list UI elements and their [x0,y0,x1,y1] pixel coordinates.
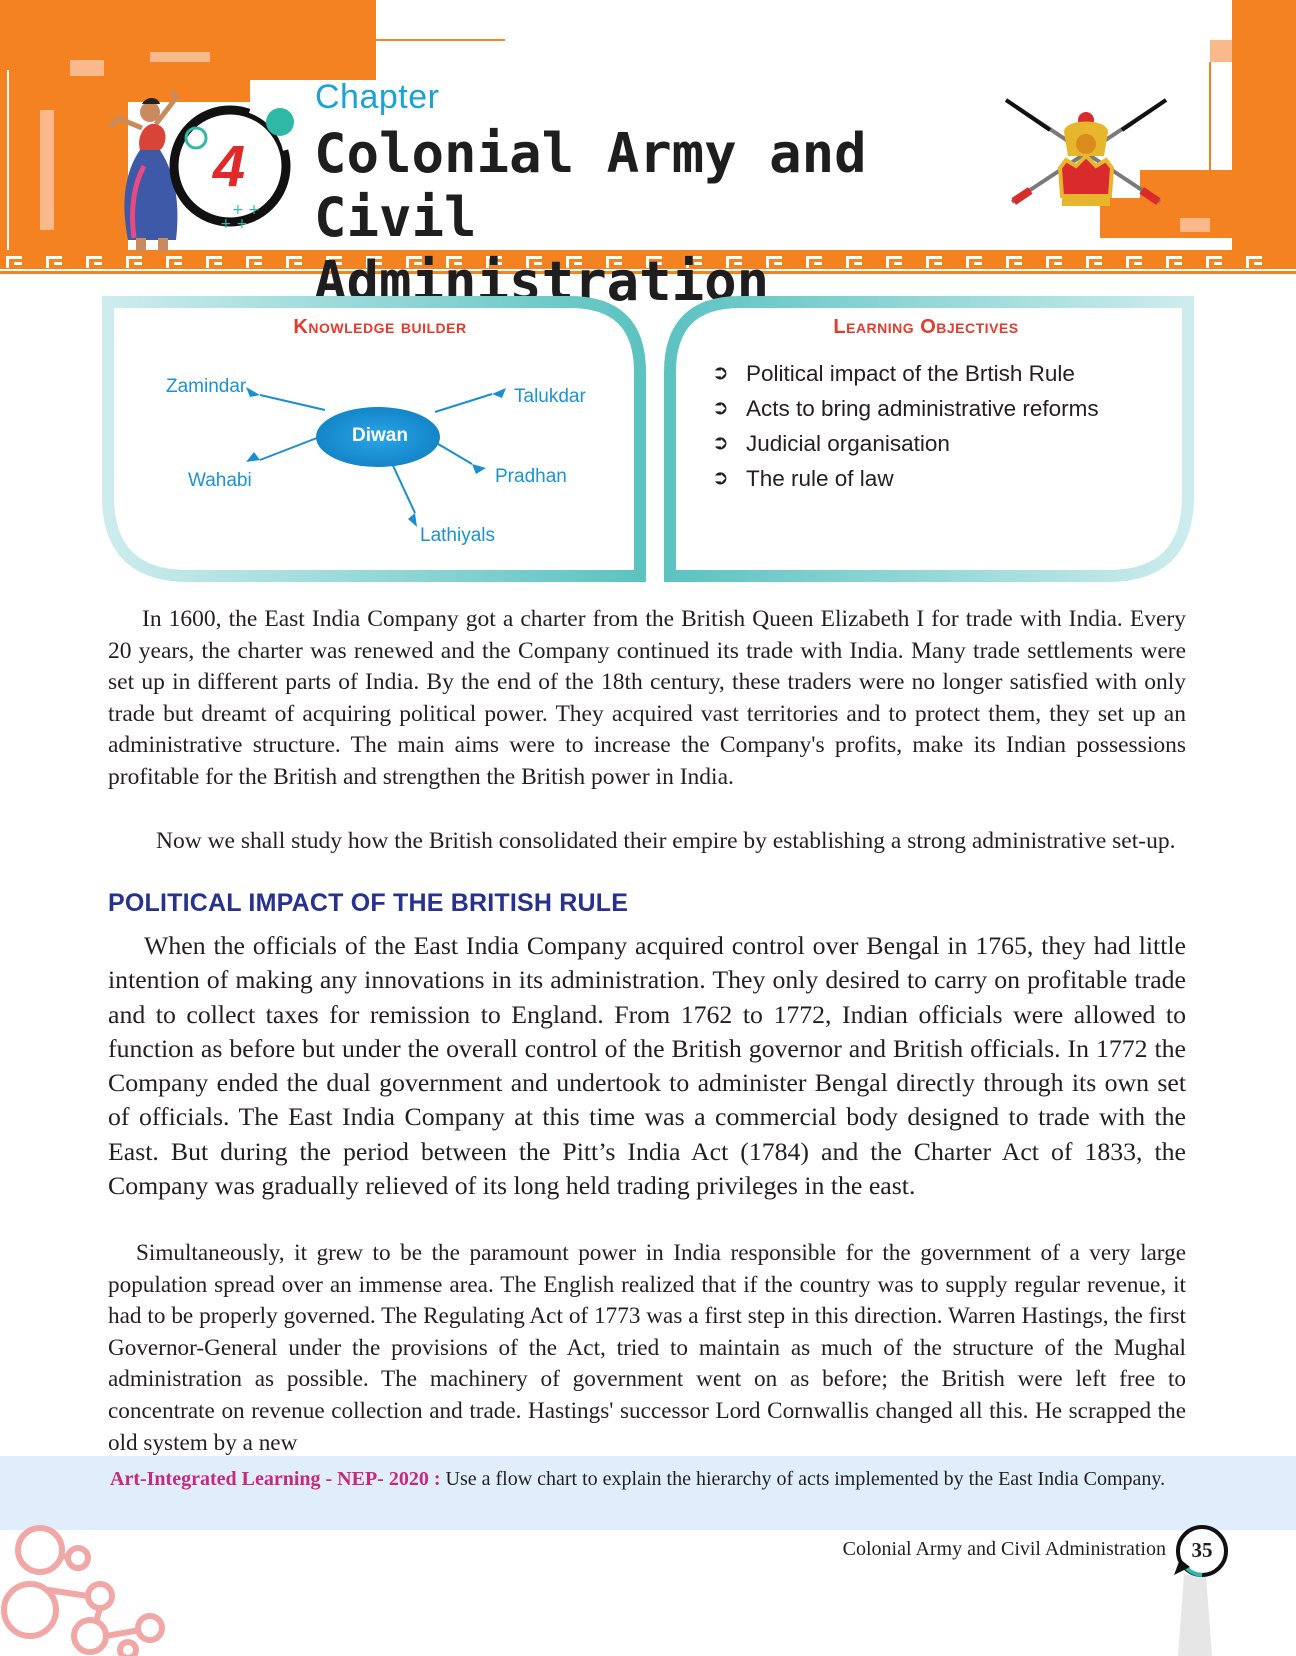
arrow-bullet-icon: ➲ [712,467,729,489]
learning-objective-item: ➲ Judicial organisation [712,426,1099,461]
mind-map-node-zamindar: Zamindar [166,376,247,397]
chapter-title [314,122,914,314]
mind-map-node-lathiyals: Lathiyals [420,525,495,546]
chapter-header [0,0,1296,313]
pin-icon [246,452,260,462]
arrow-bullet-icon: ➲ [712,397,729,419]
pin-icon [492,388,506,398]
mind-map-node-wahabi: Wahabi [188,470,252,491]
arrow-bullet-icon: ➲ [712,432,729,454]
pin-icon [246,387,260,397]
intro-paragraph-1: In 1600, the East India Company got a charter from the British Queen Elizabeth I for trade with India. Every 20 years, the charter was renewed and the Company continued its trade with India. Many trade settlements were set up in different parts of India. By the end of the 18th century, these traders were no longer satisfied with only trade but dreamt of acquiring political power. They acquired vast territories and to protect them, they set up an administrative structure. The main aims were to increase the Company's profits, make its Indian possessions profitable for the British and strengthen the British power in India. [108,606,1186,790]
chapter-title-line-1: Colonial Army and [314,122,867,185]
art-integrated-text: Use a flow chart to explain the hierarchy of acts implemented by the East India Company. [445,1468,1166,1490]
chapter-number: 4 [212,134,246,199]
chapter-label: Chapter [315,78,440,116]
art-integrated-learning-box [0,1456,1296,1530]
svg-text:+ +: + + [220,216,248,232]
army-emblem [1006,100,1166,206]
section-paragraph-1: When the officials of the East India Company acquired control over Bengal in 1765, they had little intention of making any innovations in its administration. They only desired to carry on profitable trade and to collect taxes for remission to England. From 1762 to 1772, Indian officials were allowed to function as before but under the overall control of the British governor and British officials. In 1772 the Company ended the dual government and undertook to administer Bengal directly through its own set of officials. The East India Company at this time was a commercial body designed to trade with the East. But during the period between the Pitt’s India Act (1784) and the Charter Act of 1833, the Company was gradually relieved of its long held trading privileges in the east. [108,931,1186,1201]
art-integrated-label: Art-Integrated Learning - NEP- 2020 : [110,1468,441,1490]
svg-text:+ +: + + [232,202,260,218]
section-paragraph-2: Simultaneously, it grew to be the paramount power in India responsible for the government of a very large population spread over an immense area. The English realized that if the country was to supply regular revenue, it had to be properly governed. The Regulating Act of 1773 was a first step in this direction. Warren Hastings, the first Governor-General under the provisions of the Act, tried to maintain as much of the structure of the Mughal administration as possible. The machinery of government went on as before; the British were left free to concentrate on revenue collection and trade. Hastings' successor Lord Cornwallis changed all this. He scrapped the old system by a new [108,1240,1186,1456]
mind-map-node-pradhan: Pradhan [495,466,567,487]
mind-map-center-diwan: Diwan [352,425,408,446]
pin-icon [408,513,417,527]
learning-objective-item: ➲ The rule of law [712,461,1099,496]
learning-objective-item: ➲ Acts to bring administrative reforms [712,391,1099,426]
page-number: 35 [1191,1538,1213,1562]
molecule-decoration [0,1510,180,1656]
section-heading: POLITICAL IMPACT OF THE BRITISH RULE [108,889,629,917]
running-footer-title: Colonial Army and Civil Administration [842,1538,1166,1560]
learning-objectives-list [712,356,1099,496]
intro-paragraph-2: Now we shall study how the British consolidated their empire by establishing a strong administrative set-up. [156,828,1176,854]
chapter-title-line-2: Civil Administration [314,186,770,313]
mind-map-node-talukdar: Talukdar [514,386,586,407]
pin-icon [472,464,486,474]
connector-wahabi [260,436,322,460]
arrow-bullet-icon: ➲ [712,362,729,384]
knowledge-builder-title: Knowledge builder [293,316,467,338]
learning-objective-item: ➲ Political impact of the Brtish Rule [712,356,1099,391]
learning-objectives-title: Learning Objectives [833,316,1019,338]
